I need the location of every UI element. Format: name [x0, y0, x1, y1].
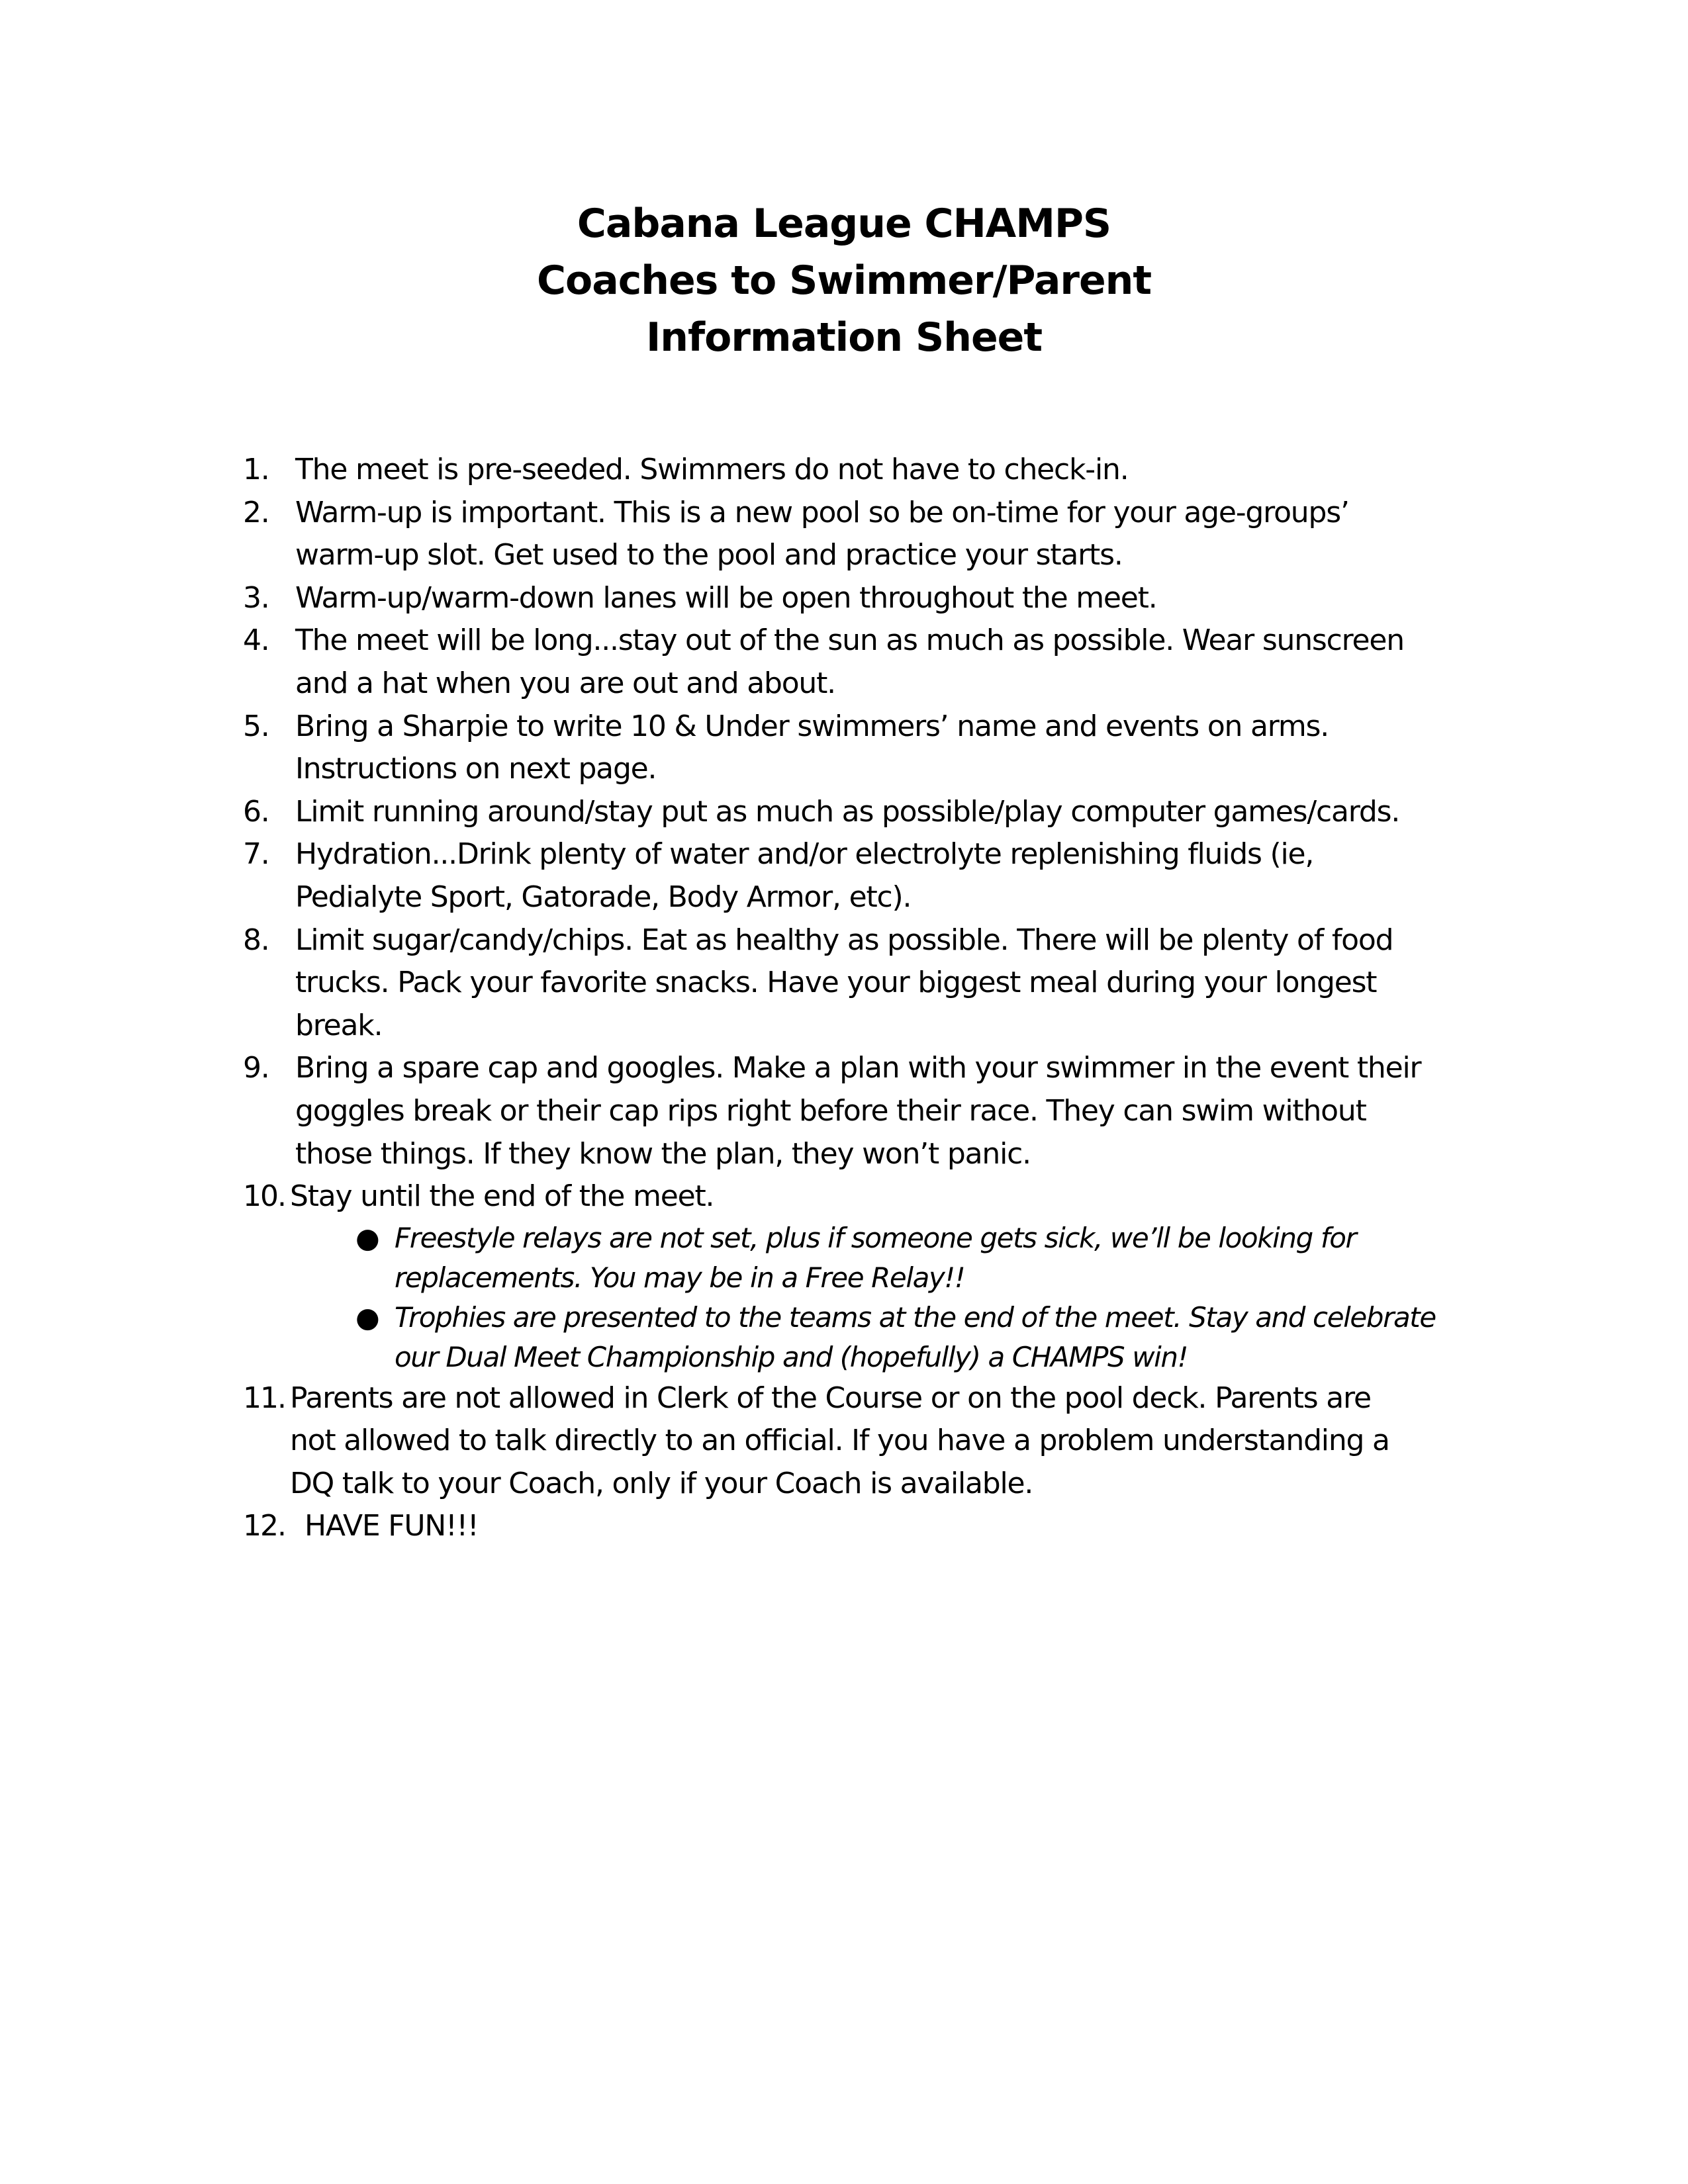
bullet-icon: ●: [355, 1221, 379, 1254]
list-item-text: Bring a Sharpie to write 10 & Under swimmers’ name and events on arms.: [295, 709, 1329, 743]
list-item-number: 2.: [243, 495, 269, 529]
list-item-number: 3.: [243, 580, 269, 615]
list-item-text: Warm-up/warm-down lanes will be open throughout the meet.: [295, 580, 1157, 615]
list-item-text: DQ talk to your Coach, only if your Coach is available.: [290, 1466, 1033, 1500]
list-item-text: The meet is pre-seeded. Swimmers do not have to check-in.: [295, 453, 1129, 486]
list-item-text: Limit running around/stay put as much as possible/play computer games/cards.: [295, 794, 1400, 829]
sub-bullet-text: our Dual Meet Championship and (hopefully) a CHAMPS win!: [395, 1340, 1188, 1373]
list-item-number: 5.: [243, 709, 269, 743]
list-item-text: Bring a spare cap and googles. Make a plan with your swimmer in the event their: [295, 1051, 1421, 1085]
list-item-number: 7.: [243, 837, 269, 872]
list-item-text: Hydration...Drink plenty of water and/or electrolyte replenishing fluids (ie,: [295, 837, 1314, 872]
sub-bullet-item: [243, 1298, 1501, 1377]
list-item-text: and a hat when you are out and about.: [295, 666, 835, 700]
list-item-text: HAVE FUN!!!: [305, 1509, 479, 1543]
sub-bullet-text: replacements. You may be in a Free Relay!!: [395, 1261, 965, 1294]
title-line-1: Cabana League CHAMPS: [577, 201, 1111, 247]
list-item-number: 1.: [243, 453, 269, 486]
list-item: [243, 1505, 1501, 1548]
list-item-text: not allowed to talk directly to an official. If you have a problem understanding a: [290, 1424, 1389, 1458]
numbered-list: [243, 449, 1501, 1548]
sub-bullet-text: Trophies are presented to the teams at the end of the meet. Stay and celebrate: [395, 1300, 1436, 1334]
list-item: [243, 1047, 1501, 1175]
list-item: [243, 1377, 1501, 1506]
list-item-text: those things. If they know the plan, they won’t panic.: [295, 1136, 1031, 1171]
list-item-text: goggles break or their cap rips right before their race. They can swim without: [295, 1093, 1366, 1128]
list-item-text: break.: [295, 1008, 383, 1042]
list-item-text: warm-up slot. Get used to the pool and practice your starts.: [295, 538, 1123, 572]
list-item-text: Limit sugar/candy/chips. Eat as healthy as possible. There will be plenty of food: [295, 923, 1393, 957]
list-item-number: 12.: [243, 1509, 285, 1543]
list-item-text: Pedialyte Sport, Gatorade, Body Armor, etc).: [295, 880, 912, 914]
list-item: [243, 1175, 1501, 1218]
title-line-3: Information Sheet: [645, 314, 1043, 361]
list-item-number: 10.: [243, 1179, 285, 1214]
list-item: [243, 833, 1501, 919]
list-item: [243, 619, 1501, 705]
list-item: [243, 705, 1501, 791]
document-title: [0, 195, 1688, 366]
list-item-number: 8.: [243, 923, 269, 957]
list-item-text: Stay until the end of the meet.: [290, 1179, 714, 1214]
bullet-icon: ●: [355, 1300, 379, 1334]
list-item: [243, 449, 1501, 492]
list-item-text: The meet will be long...stay out of the sun as much as possible. Wear sunscreen: [295, 623, 1404, 658]
list-item: [243, 919, 1501, 1048]
list-item-number: 11.: [243, 1381, 285, 1415]
list-item-number: 4.: [243, 623, 269, 658]
list-item: [243, 492, 1501, 577]
list-item-number: 9.: [243, 1051, 269, 1085]
list-item-text: Parents are not allowed in Clerk of the Course or on the pool deck. Parents are: [290, 1381, 1371, 1415]
title-line-2: Coaches to Swimmer/Parent: [536, 257, 1152, 304]
list-item: [243, 791, 1501, 834]
list-item-number: 6.: [243, 794, 269, 829]
list-item-text: Instructions on next page.: [295, 752, 657, 786]
sub-bullet-text: Freestyle relays are not set, plus if someone gets sick, we’ll be looking for: [395, 1221, 1356, 1254]
sub-bullet-item: [243, 1218, 1501, 1298]
list-item-text: Warm-up is important. This is a new pool so be on-time for your age-groups’: [295, 495, 1349, 529]
list-item: [243, 577, 1501, 620]
list-item-text: trucks. Pack your favorite snacks. Have your biggest meal during your longest: [295, 966, 1377, 1000]
